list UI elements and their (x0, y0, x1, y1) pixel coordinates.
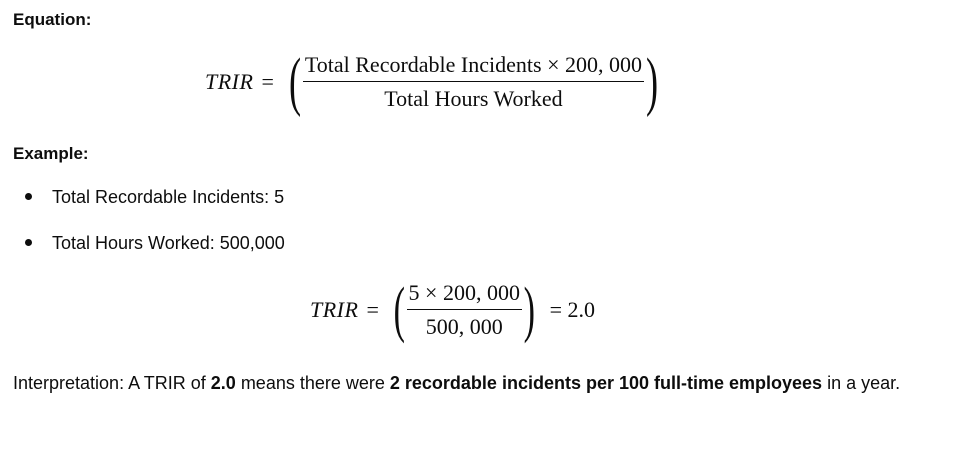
interpretation-text: means there were (235, 373, 390, 393)
right-parenthesis: ) (523, 276, 535, 344)
equation-lhs: TRIR (205, 69, 254, 94)
right-parenthesis: ) (645, 45, 659, 118)
example-denominator: 500, 000 (425, 314, 503, 339)
equation-denominator: Total Hours Worked (384, 86, 563, 111)
bullet-icon (25, 239, 32, 246)
example-numerator: 5 × 200, 000 (407, 281, 522, 310)
interpretation-rate: 2.0 (210, 373, 236, 393)
equation-fraction (303, 53, 644, 111)
example-fraction (407, 281, 522, 339)
left-parenthesis: ( (288, 45, 301, 118)
bullet-icon (25, 193, 32, 200)
equation-heading: Equation: (13, 10, 92, 29)
left-parenthesis: ( (393, 276, 405, 344)
list-item-label: Total Recordable Incidents: 5 (52, 187, 285, 207)
list-item-label: Total Hours Worked: 500,000 (52, 233, 285, 253)
interpretation-text: Interpretation: A TRIR of (13, 373, 211, 393)
interpretation-text: in a year. (822, 373, 901, 393)
equation-numerator: Total Recordable Incidents × 200, 000 (303, 53, 644, 82)
trir-equation (205, 45, 663, 118)
example-heading: Example: (13, 144, 89, 163)
interpretation-highlight: 2 recordable incidents per 100 full-time employees (389, 373, 823, 393)
example-equation-lhs: TRIR (310, 297, 359, 322)
interpretation-paragraph (13, 367, 943, 400)
example-equation (310, 276, 596, 344)
equation-equals-sign: = (261, 69, 274, 94)
example-equation-equals-sign: = (366, 297, 379, 322)
example-result: = 2.0 (549, 297, 596, 322)
